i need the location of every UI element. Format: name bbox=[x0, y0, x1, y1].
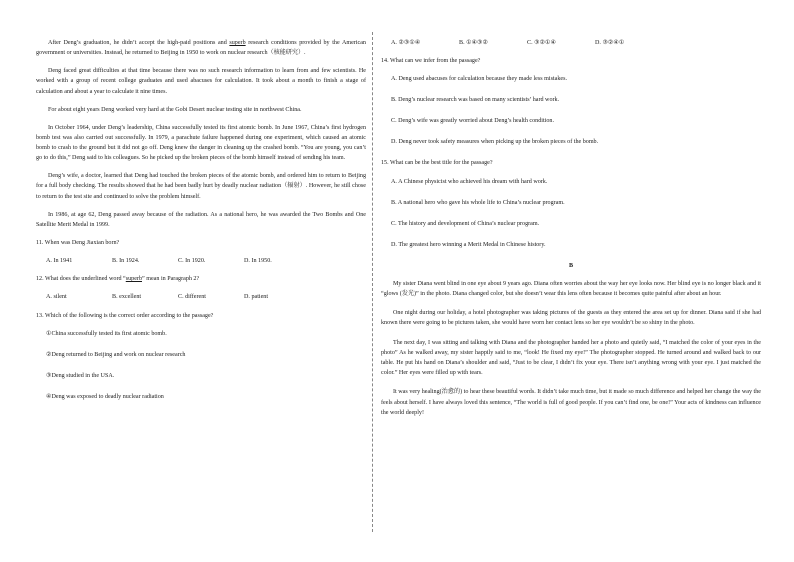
q12-option-d[interactable]: D. patient bbox=[244, 294, 269, 301]
q14-option-b[interactable]: B. Deng’s nuclear research was based on many scientists’ hard work. bbox=[391, 97, 560, 104]
section-b-heading: B bbox=[568, 262, 574, 269]
q11-option-d[interactable]: D. In 1950. bbox=[244, 258, 272, 265]
q13-item-4: ④Deng was exposed to deadly nuclear radiation bbox=[46, 393, 164, 400]
passage-b-paragraph-3: The next day, I was sitting and talking with Diana and the photographer handed her a photo and quietly said, “I matched the color of your eyes in the photo” As he walked away, my sister happily said to me, “look! He fixed my eye!” The photographer stopped. He turned around and walked back to our table. He put his hand on Diana’s shoulder and said, “Just to be clear, I didn’t fix your eye. There isn’t anything wrong with your eye. I just matched the color.” Her eyes were filled up with tears. bbox=[381, 339, 761, 377]
q13-option-b[interactable]: B. ①④③② bbox=[459, 40, 488, 46]
left-column bbox=[36, 38, 366, 413]
column-divider bbox=[372, 32, 374, 532]
passage-paragraph-2: Deng faced great difficulties at that time because there was no such research information to learn from and few scientists. He worked with a group of recent college graduates and used abacuses for calculation. It took about a month to finish a stage of calculation and about a year to calculate it nine times. bbox=[36, 68, 366, 95]
q12-option-b[interactable]: B. excellent bbox=[112, 294, 142, 301]
q12-text-a: 12. What does the underlined word “ bbox=[36, 276, 126, 283]
q14-option-c[interactable]: C. Deng’s wife was greatly worried about Deng’s health condition. bbox=[391, 118, 554, 125]
question-11-options bbox=[36, 256, 366, 266]
q12-option-a[interactable]: A. silent bbox=[46, 294, 67, 301]
q14-option-d[interactable]: D. Deng never took safety measures when picking up the broken pieces of the bomb. bbox=[391, 139, 599, 146]
paragraph-1-text-a: After Deng’s graduation, he didn’t accept the high-paid positions and bbox=[48, 40, 230, 46]
passage-paragraph-3: For about eight years Deng worked very hard at the Gobi Desert nuclear testing site in northwest China. bbox=[48, 106, 302, 113]
q15-option-c[interactable]: C. The history and development of China’s nuclear program. bbox=[391, 220, 540, 227]
q15-option-b[interactable]: B. A national hero who gave his whole life to China’s nuclear program. bbox=[391, 199, 565, 206]
passage-b-paragraph-2: One night during our holiday, a hotel photographer was taking pictures of the guests as they entered the area set up for dinner. Diana said if she had known there were going to be pictures taken, she would have worn her contact lens so her eye wouldn’t be so shiny in the photo. bbox=[381, 310, 761, 327]
passage-paragraph-5: Deng’s wife, a doctor, learned that Deng had touched the broken pieces of the atomic bomb, and ordered him to return to Beijing for a full body checking. The results showed that he had been badly hurt by deadly nuclear radiation（辐射）. However, he still chose to return to the test site and continued to solve the problem himself. bbox=[36, 173, 366, 200]
right-column bbox=[381, 38, 761, 427]
q11-option-a[interactable]: A. In 1941 bbox=[46, 258, 73, 265]
question-12-options bbox=[36, 292, 366, 302]
q13-item-2: ②Deng returned to Beijing and work on nuclear research bbox=[46, 351, 186, 358]
question-13: 13. Which of the following is the correct order according to the passage? bbox=[36, 312, 214, 319]
q14-option-a[interactable]: A. Deng used abacuses for calculation because they made less mistakes. bbox=[391, 76, 567, 83]
question-12 bbox=[36, 274, 366, 284]
q13-item-3: ③Deng studied in the USA. bbox=[46, 372, 115, 379]
q15-option-a[interactable]: A. A Chinese physicist who achieved his dream with hard work. bbox=[391, 178, 548, 185]
question-11: 11. When was Deng Jiaxian born? bbox=[36, 239, 120, 246]
q13-option-d[interactable]: D. ③②④① bbox=[595, 40, 625, 46]
passage-paragraph-4: In October 1964, under Deng’s leadership, China successfully tested its first atomic bomb. In June 1967, China’s first hydrogen bomb test was also carried out successfully. In 1979, a parachute failure happened during one experiment, which caused an atomic bomb to crash to the ground but it did not go off. Deng knew the danger in cleaning up the crashed bomb. “You are young, you can’t go to do this,” Deng said to his colleagues. So he picked up the broken pieces of the bomb himself instead of sending his team. bbox=[36, 124, 366, 162]
underlined-word-superb: superb bbox=[229, 40, 246, 46]
q13-option-a[interactable]: A. ②③①④ bbox=[391, 40, 421, 46]
q13-option-c[interactable]: C. ③②①④ bbox=[527, 40, 556, 46]
q15-option-d[interactable]: D. The greatest hero winning a Merit Medal in Chinese history. bbox=[391, 241, 546, 248]
passage-paragraph-1 bbox=[36, 38, 366, 58]
q12-option-c[interactable]: C. different bbox=[178, 294, 206, 301]
q11-option-b[interactable]: B. In 1924. bbox=[112, 258, 140, 265]
q12-text-b: ” mean in Paragraph 2? bbox=[142, 276, 200, 283]
question-14: 14. What can we infer from the passage? bbox=[381, 58, 481, 65]
paragraph-1-text-b: research conditions provided by the American government or universities. Instead, he returned to Beijing in 1950 to work on nuclear research（核能研究）. bbox=[36, 40, 366, 57]
q12-underlined-word: superb bbox=[125, 276, 142, 283]
q13-item-1: ①China successfully tested its first atomic bomb. bbox=[46, 330, 167, 337]
passage-b-paragraph-1: My sister Diana went blind in one eye about 9 years ago. Diana often worries about the way her eye looks now. Her blind eye is no longer black and it “glows (发光)” in the photo. Diana changed color, but she doesn’t wear this lens often because it becomes quite painful after about an hour. bbox=[381, 280, 761, 298]
question-15: 15. What can be the best title for the passage? bbox=[381, 160, 493, 167]
q11-option-c[interactable]: C. In 1920. bbox=[178, 258, 206, 265]
question-13-options bbox=[381, 38, 761, 48]
passage-b-paragraph-4: It was very healing(治愈的) to hear these beautiful words. It didn’t take much time, but it made so much difference and helped her change the way the feels about herself. I have always loved this sentence, “The world is full of good people. If you can’t find one, be one!” Your acts of kindness can influence the world deeply! bbox=[381, 389, 761, 416]
passage-paragraph-6: In 1986, at age 62, Deng passed away because of the radiation. As a national hero, he was awarded the Two Bombs and One Satellite Merit Medal in 1999. bbox=[36, 211, 366, 228]
